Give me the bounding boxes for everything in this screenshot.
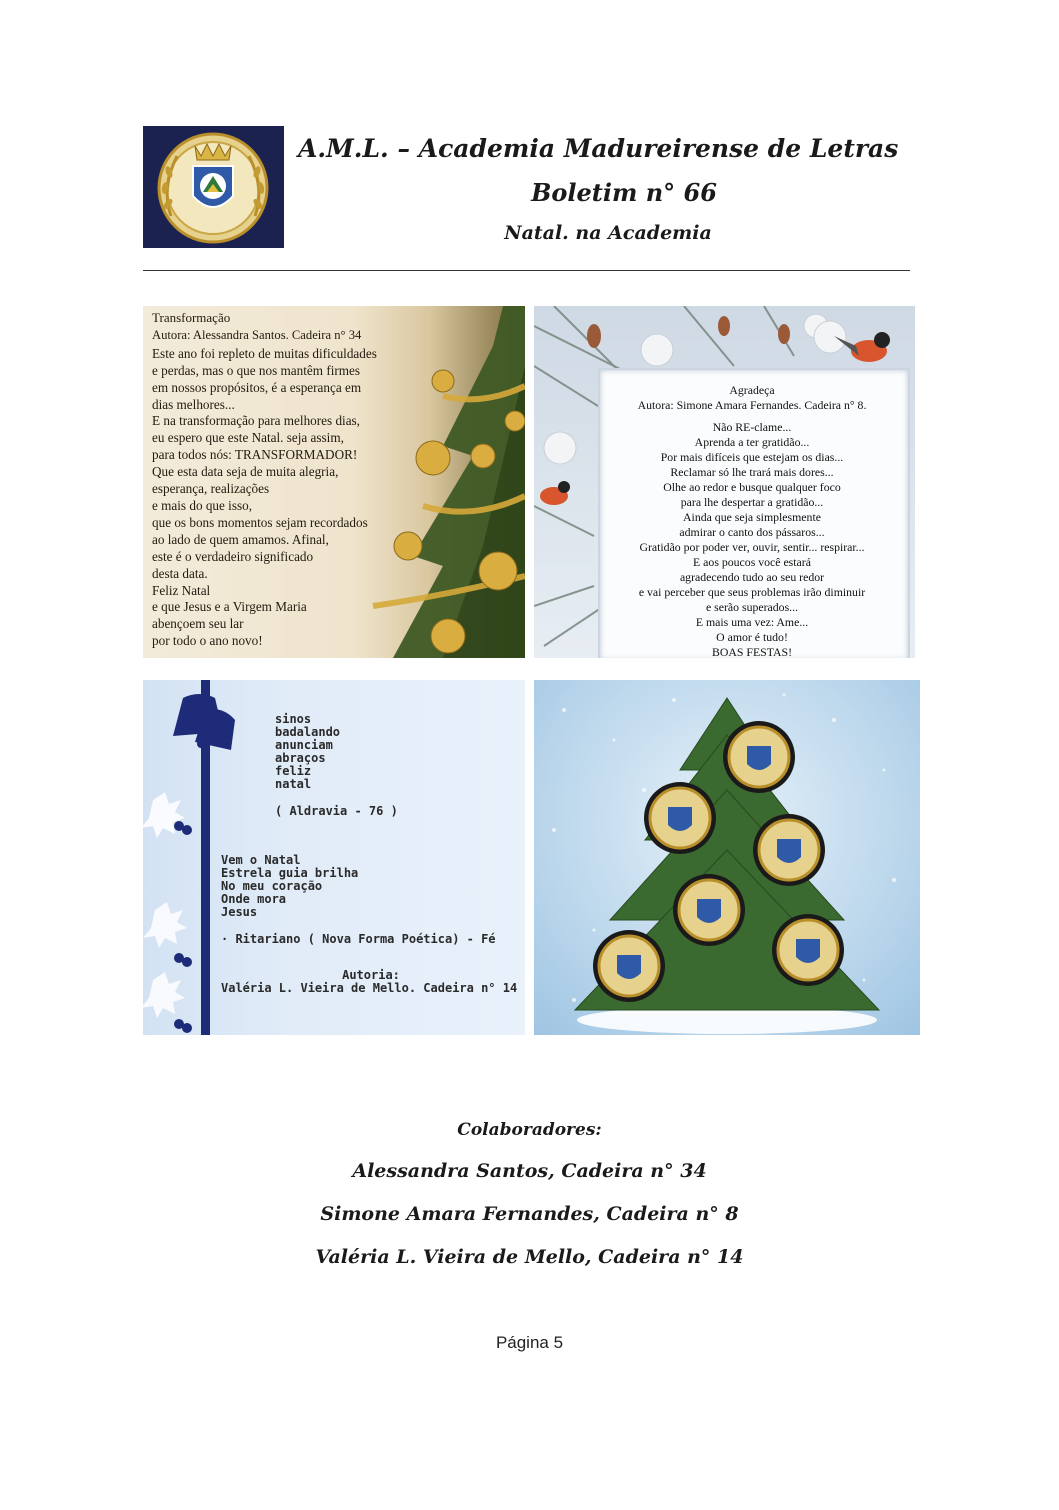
poem-line: badalando [275,725,341,739]
poem-line: ao lado de quem amamos. Afinal, [152,531,329,547]
laurel-emblem-icon [143,126,284,248]
spacer [600,413,904,420]
poem-transformacao [152,310,442,650]
poem-line: abraços [275,751,326,765]
poem-line: feliz [275,764,312,778]
aldravia-poem [275,713,340,791]
panel-christmas-tree [534,680,920,1035]
poem-line: Olhe ao redor e busque qualquer foco [663,480,841,494]
poem-line: e que Jesus e a Virgem Maria [152,599,307,615]
poem-title: Transformação [152,310,231,325]
bulletin-number [298,178,958,207]
poem-line: E aos poucos você estará [693,555,811,569]
aldravia-label: ( Aldravia - 76 ) [275,804,398,818]
bullfinch-bird-icon [540,481,570,505]
poem-line: Onde mora [221,892,287,906]
poem-line: Gratidão por poder ver, ouvir, sentir... respirar... [639,540,865,554]
poem-line: dias melhores... [152,396,235,412]
panel-transformacao [143,306,525,658]
poem-author: Autora: Simone Amara Fernandes. Cadeira n° 8. [637,398,867,412]
poem-line: Não RE-clame... [712,420,792,434]
poem-line: abençoem seu lar [152,616,244,632]
poem-line: anunciam [275,738,333,752]
academy-emblem-ornament-icon [772,914,844,986]
bulletin-theme: Natal. na Academia [504,222,712,244]
poem-title: Agradeça [729,383,775,397]
header-divider [143,270,910,271]
bulletin-text: Boletim n° 66 [531,178,717,207]
page-number: Página 5 [495,1333,564,1352]
poem-line: e perdas, mas o que nos mantêm firmes [152,362,361,378]
panel-aldravia-ritariano [143,680,525,1035]
panel-agradeca [534,306,915,658]
poem-line: Por mais difíceis que estejam os dias... [660,450,844,464]
poem-line: e mais do que isso, [152,497,252,513]
collaborator-name: Simone Amara Fernandes, Cadeira n° 8 [320,1203,739,1225]
poem-line: admirar o canto dos pássaros... [679,525,825,539]
poem-line: Aprenda a ter gratidão... [694,435,810,449]
poem-agradeca [600,383,904,658]
poem-line: eu espero que este Natal. seja assim, [152,430,344,446]
poem-line: E na transformação para melhores dias, [152,413,360,429]
collaborator-name: Alessandra Santos, Cadeira n° 34 [352,1160,707,1182]
poem-line: No meu coração [221,879,323,893]
poem-line: esperança, realizações [152,481,270,497]
poem-line: este é o verdadeiro significado [152,548,314,564]
poem-line: Vem o Natal [221,853,301,867]
poem-line: Reclamar só lhe trará mais dores... [670,465,834,479]
poem-line: desta data. [152,565,208,581]
poem-author: Autora: Alessandra Santos. Cadeira n° 34 [152,327,362,342]
poem-line: para lhe despertar a gratidão... [680,495,824,509]
christmas-tree-emblems-icon [534,680,920,1035]
poem-line: e serão superados... [705,600,799,614]
poem-line: que os bons momentos sejam recordados [152,514,368,530]
academy-emblem-ornament-icon [753,814,825,886]
poem-line: Estrela guia brilha [221,866,359,880]
poem-line: para todos nós: TRANSFORMADOR! [152,447,358,463]
ritariano-poem [221,854,358,919]
poem-line: natal [275,777,312,791]
ritariano-authorship [221,969,521,995]
poem-line: Feliz Natal [152,582,211,598]
poem-line: E mais uma vez: Ame... [695,615,809,629]
poem-line: Que esta data seja de muita alegria, [152,464,339,480]
academy-emblem-ornament-icon [673,874,745,946]
authorship-name: Valéria L. Vieira de Mello. Cadeira n° 14 [221,981,518,995]
academy-emblem-ornament-icon [593,930,665,1002]
collaborator-name: Valéria L. Vieira de Mello, Cadeira n° 14 [315,1246,744,1268]
poem-line: Ainda que seja simplesmente [683,510,821,524]
academy-emblem-ornament-icon [644,782,716,854]
poem-line: e vai perceber que seus problemas irão diminuir [638,585,866,599]
poem-line: por todo o ano novo! [152,633,263,649]
poem-line: BOAS FESTAS! [711,645,792,658]
poem-line: Jesus [221,905,258,919]
collaborators-label: Colaboradores: [457,1120,602,1140]
academy-title: A.M.L. – Academia Madureirense de Letras [298,134,899,163]
academy-emblem-ornament-icon [723,721,795,793]
poem-line: Este ano foi repleto de muitas dificuldades [152,345,377,361]
authorship-label: Autoria: [342,968,400,982]
poem-line: em nossos propósitos, é a esperança em [152,379,362,395]
poem-line: sinos [275,712,312,726]
poem-line: O amor é tudo! [716,630,788,644]
academy-logo [143,126,284,248]
poem-line: agradecendo tudo ao seu redor [679,570,825,584]
ritariano-label: · Ritariano ( Nova Forma Poética) - Fé [221,932,496,946]
